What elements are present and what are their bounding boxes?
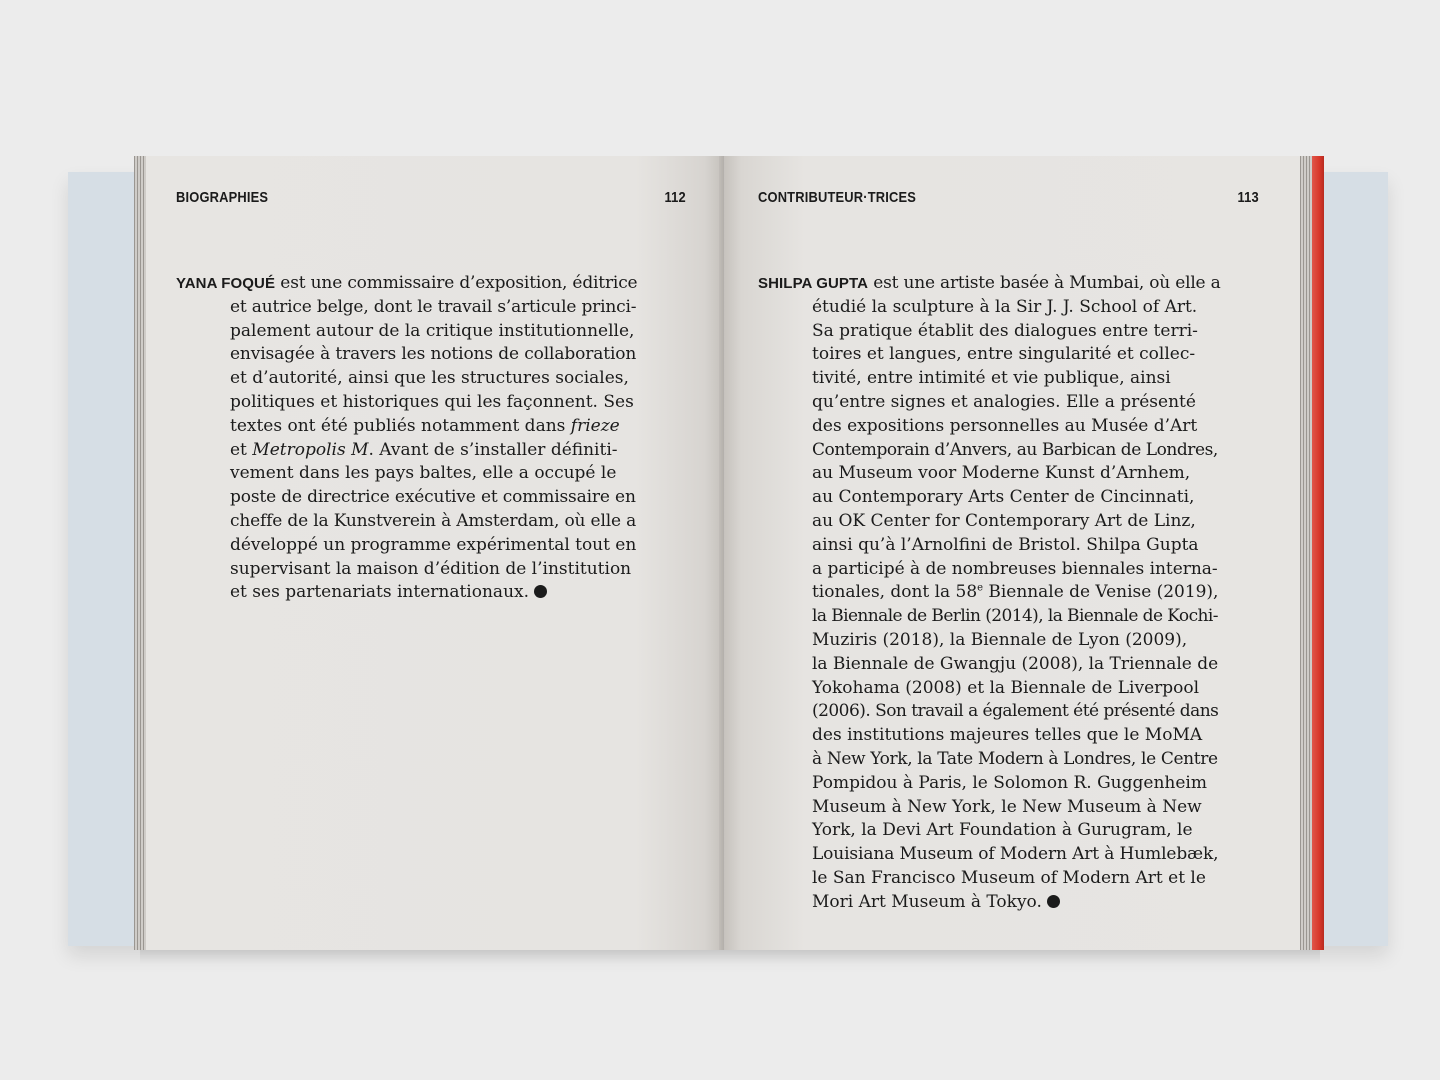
italic-title-metropolis: Metropolis M	[252, 439, 369, 460]
bio-line: Pompidou à Paris, le Solomon R. Guggenheim	[812, 772, 1207, 793]
bio-line: Sa pratique établit des dialogues entre terri-	[812, 320, 1198, 341]
bio-line: étudié la sculpture à la Sir J. J. School of Art.	[812, 296, 1198, 317]
biography-yana-foque	[176, 272, 636, 605]
bio-line: Museum à New York, le New Museum à New	[812, 796, 1202, 817]
bio-line: des expositions personnelles au Musée d’Art	[812, 415, 1198, 436]
bio-line: au Contemporary Arts Center de Cincinnati,	[812, 487, 1195, 508]
bio-line: poste de directrice exécutive et commissaire en	[230, 487, 636, 508]
bio-line: et ses partenariats internationaux.	[230, 581, 636, 605]
bio-line: Mori Art Museum à Tokyo.	[812, 891, 1218, 915]
page-number: 112	[664, 189, 686, 206]
running-title: CONTRIBUTEUR·TRICES	[758, 189, 917, 206]
bio-line: à New York, la Tate Modern à Londres, le Centre	[812, 748, 1218, 769]
bio-line: Yokohama (2008) et la Biennale de Liverpool	[812, 677, 1200, 698]
bio-line: Louisiana Museum of Modern Art à Humlebæk,	[812, 844, 1219, 865]
bio-line: YANA FOQUÉ est une commissaire d’exposition, éditrice	[176, 273, 638, 293]
bio-line: ainsi qu’à l’Arnolfini de Bristol. Shilpa Gupta	[812, 534, 1199, 555]
bio-line: et Metropolis M. Avant de s’installer définiti-	[230, 439, 618, 460]
page-number: 113	[1237, 189, 1259, 206]
bio-line: York, la Devi Art Foundation à Gurugram, le	[812, 820, 1193, 841]
bio-line: la Biennale de Gwangju (2008), la Triennale de	[812, 653, 1219, 674]
bio-line: tionales, dont la 58e Biennale de Venise (2019),	[812, 582, 1219, 603]
bio-line: et d’autorité, ainsi que les structures sociales,	[230, 368, 629, 389]
bio-line: supervisant la maison d’édition de l’institution	[230, 558, 632, 579]
bio-line: et autrice belge, dont le travail s’articule princi-	[230, 296, 637, 317]
red-page-edge	[1312, 156, 1324, 950]
right-page	[724, 156, 1300, 950]
biography-shilpa-gupta	[758, 272, 1221, 915]
bio-line: développé un programme expérimental tout en	[230, 534, 637, 555]
page-edges-left	[134, 156, 146, 950]
bio-line: qu’entre signes et analogies. Elle a présenté	[812, 391, 1196, 412]
running-title: BIOGRAPHIES	[176, 189, 269, 206]
bio-name: SHILPA GUPTA	[758, 275, 869, 292]
end-bullet-icon	[1047, 895, 1060, 908]
bio-line: textes ont été publiés notamment dans frieze	[230, 415, 620, 436]
bio-line: toires et langues, entre singularité et collec-	[812, 344, 1196, 365]
bio-line: tivité, entre intimité et vie publique, ainsi	[812, 368, 1171, 389]
bio-line: des institutions majeures telles que le MoMA	[812, 725, 1203, 746]
bio-line: politiques et historiques qui les façonnent. Ses	[230, 391, 634, 412]
bio-line: la Biennale de Berlin (2014), la Biennale de Kochi-	[812, 606, 1218, 627]
bio-name: YANA FOQUÉ	[176, 275, 276, 292]
left-page	[146, 156, 722, 950]
italic-title-frieze: frieze	[570, 415, 620, 436]
bio-line: SHILPA GUPTA est une artiste basée à Mumbai, où elle a	[758, 273, 1221, 293]
bio-line: le San Francisco Museum of Modern Art et le	[812, 867, 1206, 888]
bio-line: Muziris (2018), la Biennale de Lyon (2009),	[812, 629, 1188, 650]
bio-line: palement autour de la critique institutionnelle,	[230, 320, 635, 341]
bio-line: Contemporain d’Anvers, au Barbican de Londres,	[812, 439, 1218, 460]
bio-line: (2006). Son travail a également été présenté dans	[812, 701, 1219, 722]
bio-line: vement dans les pays baltes, elle a occupé le	[230, 463, 617, 484]
bio-line: a participé à de nombreuses biennales interna-	[812, 558, 1218, 579]
bio-line: cheffe de la Kunstverein à Amsterdam, où elle a	[230, 510, 637, 531]
end-bullet-icon	[534, 585, 547, 598]
bio-line: au OK Center for Contemporary Art de Linz,	[812, 510, 1196, 531]
bio-line: au Museum voor Moderne Kunst d’Arnhem,	[812, 463, 1191, 484]
superscript-e: e	[977, 582, 984, 594]
bio-line: envisagée à travers les notions de collaboration	[230, 344, 637, 365]
